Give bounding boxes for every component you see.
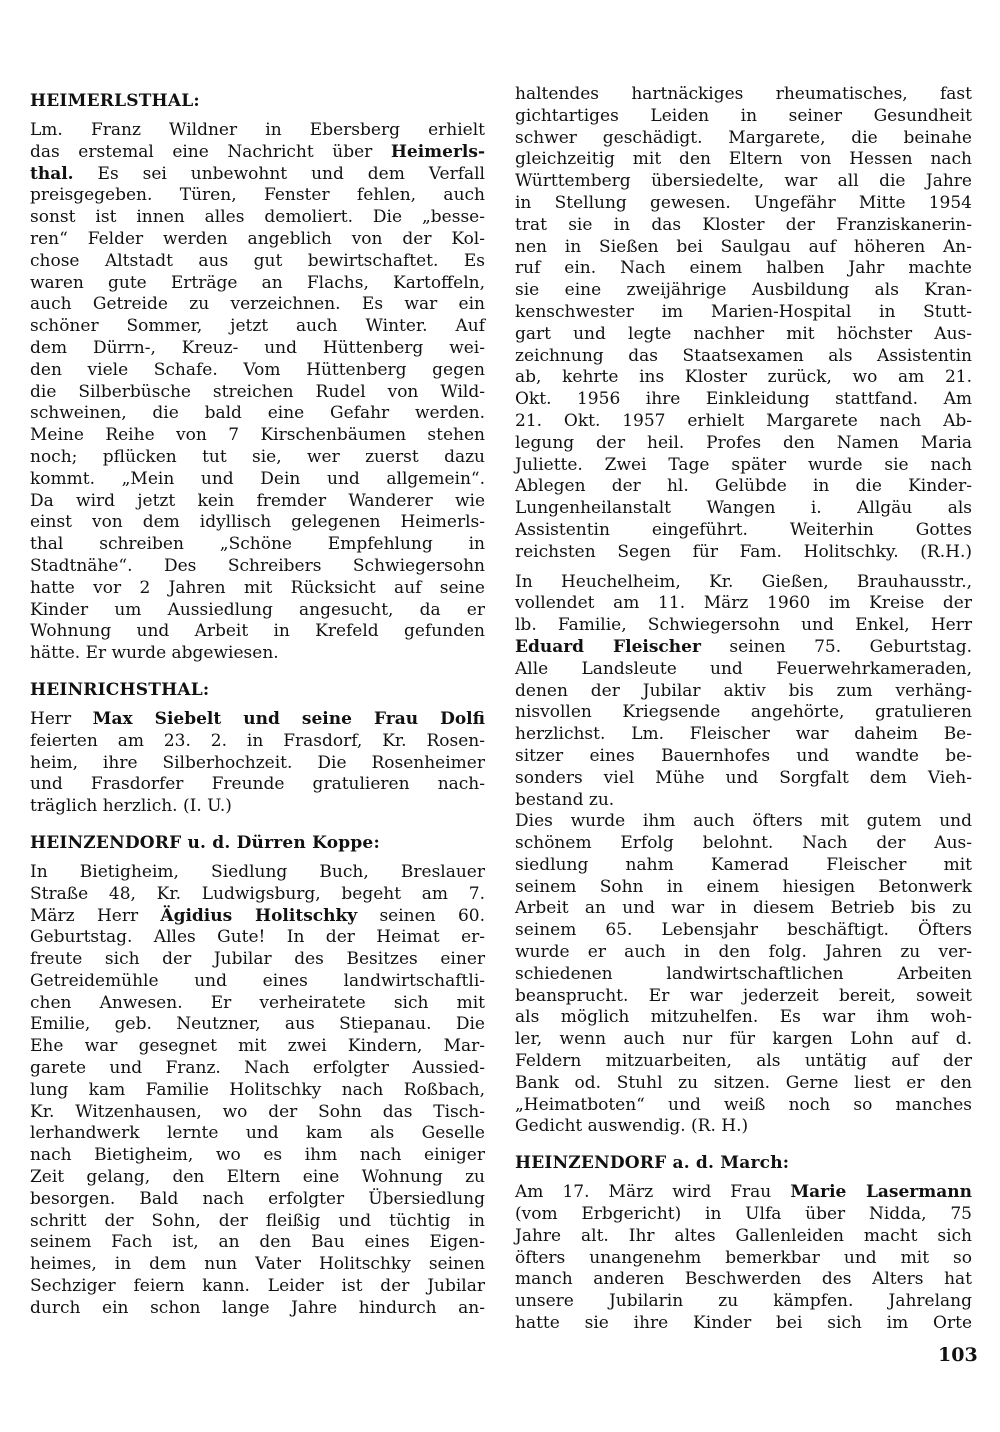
text-run: sitzer eines Bauernhofes und wandte be- (515, 745, 972, 766)
text-line (515, 84, 972, 106)
text-run: Kr. Witzenhausen, wo der Sohn das Tisch- (30, 1101, 485, 1122)
text-line (515, 637, 972, 659)
text-line (30, 1123, 485, 1145)
bold-name: Heimerls- (390, 141, 485, 162)
right-column (515, 84, 972, 1343)
text-line (30, 1102, 485, 1124)
bold-name: Eduard Fleischer (515, 636, 701, 657)
text-run: auch Getreide zu verzeichnen. Es war ein (30, 294, 485, 315)
text-run: Ehe war gesegnet mit zwei Kindern, Mar- (30, 1036, 485, 1057)
text-line (515, 520, 972, 542)
text-line (515, 1313, 972, 1335)
text-run: ab, kehrte ins Kloster zurück, wo am 21. (515, 367, 972, 388)
text-line (515, 855, 972, 877)
text-run: sonders viel Mühe und Sorgfalt dem Vieh- (515, 767, 972, 788)
text-line (30, 142, 485, 164)
text-run: schiedenen landwirtschaftlichen Arbeiten (515, 963, 972, 984)
text-run: Herr (30, 708, 93, 729)
text-line (30, 731, 485, 753)
text-line (30, 382, 485, 404)
section-heading-heimerlsthal: HEIMERLSTHAL: (30, 91, 200, 111)
text-line (515, 411, 972, 433)
text-line (515, 724, 972, 746)
text-run: herzlichst. Lm. Fleischer war daheim Be- (515, 724, 972, 745)
text-line (30, 884, 485, 906)
text-line (30, 1145, 485, 1167)
text-line (30, 447, 485, 469)
text-line (30, 774, 485, 796)
text-run: lb. Familie, Schwiegersohn und Enkel, Herr (515, 615, 972, 636)
bold-name: Marie Lasermann (790, 1182, 972, 1203)
text-line (515, 1204, 972, 1226)
text-line (515, 768, 972, 790)
text-line (515, 498, 972, 520)
text-run: gleichzeitig mit den Eltern von Hessen nach (515, 149, 972, 170)
text-run: die Silberbüsche streichen Rudel von Wild- (30, 381, 485, 402)
text-run: reichsten Segen für Fam. Holitschky. (R.H.) (515, 541, 972, 562)
text-run: träglich herzlich. (I. U.) (30, 796, 232, 817)
text-run: lung kam Familie Holitschky nach Roßbach, (30, 1079, 485, 1100)
text-line (30, 709, 485, 731)
text-run: Getreidemühle und eines landwirtschaftli- (30, 970, 485, 991)
text-run: Es sei unbewohnt und dem Verfall (73, 163, 485, 184)
text-run: Feldern mitzuarbeiten, als untätig auf der (515, 1051, 972, 1072)
text-line (30, 338, 485, 360)
text-line (30, 425, 485, 447)
text-line (515, 1095, 972, 1117)
text-line (515, 790, 972, 812)
text-run: chen Anwesen. Er verheiratete sich mit (30, 992, 485, 1013)
text-run: In Heuchelheim, Kr. Gießen, Brauhausstr., (515, 571, 972, 592)
text-run: einst von dem idyllisch gelegenen Heimerls- (30, 512, 485, 533)
text-run: seinem Fach ist, an den Bau eines Eigen- (30, 1232, 485, 1253)
text-run: kommt. „Mein und Dein und allgemein“. (30, 468, 485, 489)
text-line (515, 1248, 972, 1270)
text-run: Württemberg übersiedelte, war all die Jahre (515, 171, 972, 192)
text-line (515, 367, 972, 389)
text-run: Assistentin eingeführt. Weiterhin Gottes (515, 519, 972, 540)
text-run: ren“ Felder werden angeblich von der Kol- (30, 228, 485, 249)
text-line (515, 149, 972, 171)
text-line (30, 360, 485, 382)
text-run: Lungenheilanstalt Wangen i. Allgäu als (515, 498, 972, 519)
text-run: Arbeit an und war in diesem Betrieb bis zu (515, 898, 972, 919)
text-run: legung der heil. Profes den Namen Maria (515, 432, 972, 453)
text-line (30, 185, 485, 207)
text-run: vollendet am 11. März 1960 im Kreise der (515, 593, 972, 614)
text-line (515, 128, 972, 150)
text-line (30, 1036, 485, 1058)
text-line (30, 1189, 485, 1211)
text-line (515, 833, 972, 855)
text-run: bestand zu. (515, 789, 615, 810)
text-run: Emilie, geb. Neutzner, aus Stiepanau. Die (30, 1014, 485, 1035)
text-run: Da wird jetzt kein fremder Wanderer wie (30, 490, 485, 511)
text-run: schöner Sommer, jetzt auch Winter. Auf (30, 316, 485, 337)
text-line (30, 949, 485, 971)
text-run: Wohnung und Arbeit in Krefeld gefunden (30, 621, 485, 642)
text-run: seinen 60. (357, 905, 485, 926)
text-run: Sechziger feiern kann. Leider ist der Jubilar (30, 1276, 485, 1297)
text-line (30, 1232, 485, 1254)
text-line (515, 702, 972, 724)
text-run: Straße 48, Kr. Ludwigsburg, begeht am 7. (30, 883, 485, 904)
text-line (30, 534, 485, 556)
text-run: Okt. 1956 ihre Einkleidung stattfand. Am (515, 389, 972, 410)
text-line (515, 215, 972, 237)
text-run: hatte sie ihre Kinder bei sich im Orte (515, 1313, 972, 1334)
text-line (30, 1014, 485, 1036)
text-line (515, 942, 972, 964)
text-line (515, 615, 972, 637)
text-line (30, 316, 485, 338)
text-line (515, 1007, 972, 1029)
text-line (515, 1051, 972, 1073)
text-line (30, 120, 485, 142)
text-line (515, 324, 972, 346)
text-line (30, 294, 485, 316)
text-run: freute sich der Jubilar des Besitzes einer (30, 949, 485, 970)
text-line (515, 572, 972, 594)
text-line (515, 258, 972, 280)
text-run: beansprucht. Er war jederzeit bereit, soweit (515, 985, 972, 1006)
text-line (515, 1029, 972, 1051)
text-run: schweinen, die bald eine Gefahr werden. (30, 403, 485, 424)
text-run: waren gute Erträge an Flachs, Kartoffeln, (30, 272, 485, 293)
text-line (30, 1276, 485, 1298)
article-holitschky (30, 862, 485, 1320)
left-column (30, 90, 485, 1328)
text-run: zeichnung das Staatsexamen als Assistentin (515, 345, 972, 366)
text-run: gichtartiges Leiden in seiner Gesundheit (515, 105, 972, 126)
text-line (515, 811, 972, 833)
text-line (30, 164, 485, 186)
text-line (30, 862, 485, 884)
text-line (515, 389, 972, 411)
text-run: kenschwester im Marien-Hospital in Stutt- (515, 301, 972, 322)
text-line (30, 753, 485, 775)
text-run: Am 17. März wird Frau (515, 1182, 791, 1203)
text-line (30, 207, 485, 229)
text-line (30, 1058, 485, 1080)
text-run: schönem Erfolg belohnt. Nach der Aus- (515, 833, 972, 854)
text-line (30, 273, 485, 295)
text-run: seinem Sohn in einem hiesigen Betonwerk (515, 876, 972, 897)
text-run: heim, ihre Silberhochzeit. Die Rosenheimer (30, 752, 485, 773)
text-line (30, 993, 485, 1015)
text-line (30, 621, 485, 643)
text-run: seinen 75. Geburtstag. (700, 636, 972, 657)
bold-name: Ägidius Holitschky (160, 905, 358, 926)
article-fleischer (515, 572, 972, 812)
text-run: und Frasdorfer Freunde gratulieren nach- (30, 774, 485, 795)
text-run: (vom Erbgericht) in Ulfa über Nidda, 75 (515, 1204, 972, 1225)
article-heinrichsthal (30, 709, 485, 818)
text-line (515, 433, 972, 455)
text-run: nen in Sießen bei Saulgau auf höheren An- (515, 236, 972, 257)
text-run: denen der Jubilar aktiv bis zum verhäng- (515, 680, 972, 701)
text-run: Alle Landsleute und Feuerwehrkameraden, (515, 658, 972, 679)
text-line (30, 229, 485, 251)
text-line (515, 746, 972, 768)
text-run: In Bietigheim, Siedlung Buch, Breslauer (30, 861, 485, 882)
text-line (30, 1167, 485, 1189)
bold-name: thal. (30, 163, 74, 184)
text-run: preisgegeben. Türen, Fenster fehlen, auch (30, 185, 485, 206)
text-run: Zeit gelang, den Eltern eine Wohnung zu (30, 1167, 485, 1188)
section-heading-heinzendorf-koppe: HEINZENDORF u. d. Dürren Koppe: (30, 832, 380, 853)
text-run: durch ein schon lange Jahre hindurch an- (30, 1297, 485, 1318)
text-run: schwer geschädigt. Margarete, die beinahe (515, 127, 972, 148)
text-run: Ablegen der hl. Gelübde in die Kinder- (515, 476, 972, 497)
text-line (30, 403, 485, 425)
text-run: wurde er auch in den folg. Jahren zu ver- (515, 942, 972, 963)
bold-name: Max Siebelt und seine Frau Dolfi (92, 708, 485, 729)
text-run: Geburtstag. Alles Gute! In der Heimat er- (30, 927, 485, 948)
text-line (30, 1211, 485, 1233)
text-run: trat sie in das Kloster der Franziskanerin- (515, 214, 972, 235)
text-run: Kinder um Aussiedlung angesucht, da er (30, 599, 485, 620)
text-line (515, 920, 972, 942)
text-line (30, 556, 485, 578)
text-run: nach Bietigheim, wo es ihm nach einiger (30, 1145, 485, 1166)
text-run: ler, wenn auch nur für kargen Lohn auf d. (515, 1029, 972, 1050)
text-run: Juliette. Zwei Tage später wurde sie nach (515, 454, 972, 475)
text-line (515, 106, 972, 128)
text-run: 21. Okt. 1957 erhielt Margarete nach Ab- (515, 410, 972, 431)
text-line (30, 600, 485, 622)
page-number: 103 (938, 1344, 978, 1366)
text-line (515, 1226, 972, 1248)
article-lasermann (515, 1182, 972, 1335)
text-run: gart und legte nachher mit höchster Aus- (515, 323, 972, 344)
text-line (515, 1073, 972, 1095)
text-run: noch; pflücken tut sie, wer zuerst dazu (30, 446, 485, 467)
text-line (30, 1080, 485, 1102)
text-run: Bank od. Stuhl zu sitzen. Gerne liest er den (515, 1072, 972, 1093)
text-run: thal schreiben „Schöne Empfehlung in (30, 534, 485, 555)
article-holitschky-continued (515, 84, 972, 564)
text-line (30, 512, 485, 534)
text-line (515, 476, 972, 498)
text-line (515, 964, 972, 986)
text-run: lerhandwerk lernte und kam als Geselle (30, 1123, 485, 1144)
text-run: Meine Reihe von 7 Kirschenbäumen stehen (30, 425, 485, 446)
article-fleischer-continued (515, 811, 972, 1138)
text-run: dem Dürrn-, Kreuz- und Hüttenberg wei- (30, 337, 485, 358)
text-line (515, 542, 972, 564)
text-line (515, 681, 972, 703)
text-run: den viele Schafe. Vom Hüttenberg gegen (30, 359, 485, 380)
text-line (30, 927, 485, 949)
text-run: März Herr (30, 905, 161, 926)
text-line (515, 1182, 972, 1204)
text-run: „Heimatboten“ und weiß noch so manches (515, 1094, 972, 1115)
text-line (30, 906, 485, 928)
text-line (515, 171, 972, 193)
text-run: Dies wurde ihm auch öfters mit gutem und (515, 811, 972, 832)
text-line (30, 971, 485, 993)
text-run: Lm. Franz Wildner in Ebersberg erhielt (30, 120, 485, 140)
text-line (30, 469, 485, 491)
text-line (515, 593, 972, 615)
text-run: das erstemal eine Nachricht über (30, 141, 391, 162)
text-run: garete und Franz. Nach erfolgter Aussied- (30, 1058, 485, 1079)
text-run: Jahre alt. Ihr altes Gallenleiden macht sich (515, 1225, 972, 1246)
text-run: nisvollen Kriegsende angehörte, gratulieren (515, 702, 972, 723)
text-line (30, 1254, 485, 1276)
text-run: Stadtnähe“. Des Schreibers Schwiegersohn (30, 555, 485, 576)
text-run: in Stellung gewesen. Ungefähr Mitte 1954 (515, 192, 972, 213)
text-line (515, 659, 972, 681)
text-run: ruf ein. Nach einem halben Jahr machte (515, 258, 972, 279)
text-run: sie eine zweijährige Ausbildung als Kran- (515, 280, 972, 301)
text-run: als möglich mitzuhelfen. Es war ihm woh- (515, 1007, 972, 1028)
text-line (30, 796, 485, 818)
text-line (515, 455, 972, 477)
text-run: Gedicht auswendig. (R. H.) (515, 1116, 749, 1137)
text-line (515, 877, 972, 899)
text-run: heimes, in dem nun Vater Holitschky seinen (30, 1254, 485, 1275)
section-heading-heinrichsthal: HEINRICHSTHAL: (30, 679, 210, 700)
text-run: öfters unangenehm bemerkbar und mit so (515, 1247, 972, 1268)
text-line (515, 898, 972, 920)
text-line (30, 491, 485, 513)
text-run: unsere Jubilarin zu kämpfen. Jahrelang (515, 1291, 972, 1312)
text-run: schritt der Sohn, der fleißig und tüchtig in (30, 1210, 485, 1231)
section-heading-heinzendorf-march: HEINZENDORF a. d. March: (515, 1153, 790, 1174)
text-run: sonst ist innen alles demoliert. Die „besse- (30, 207, 485, 228)
article-heimerlsthal (30, 120, 485, 665)
text-line (30, 1298, 485, 1320)
text-line (30, 251, 485, 273)
text-run: hätte. Er wurde abgewiesen. (30, 643, 279, 664)
text-line (515, 1116, 972, 1138)
text-run: haltendes hartnäckiges rheumatisches, fast (515, 84, 972, 104)
text-line (515, 346, 972, 368)
text-line (515, 986, 972, 1008)
text-run: siedlung nahm Kamerad Fleischer mit (515, 854, 972, 875)
text-line (515, 1291, 972, 1313)
text-line (30, 578, 485, 600)
text-run: besorgen. Bald nach erfolgter Übersiedlung (30, 1188, 485, 1209)
text-run: hatte vor 2 Jahren mit Rücksicht auf seine (30, 577, 485, 598)
text-line (515, 1269, 972, 1291)
text-line (30, 643, 485, 665)
text-run: manch anderen Beschwerden des Alters hat (515, 1269, 972, 1290)
text-run: seinem 65. Lebensjahr beschäftigt. Öfters (515, 920, 972, 941)
text-run: chose Altstadt aus gut bewirtschaftet. Es (30, 250, 485, 271)
text-line (515, 237, 972, 259)
text-line (515, 302, 972, 324)
text-line (515, 280, 972, 302)
text-line (515, 193, 972, 215)
text-run: feierten am 23. 2. in Frasdorf, Kr. Rosen- (30, 730, 485, 751)
